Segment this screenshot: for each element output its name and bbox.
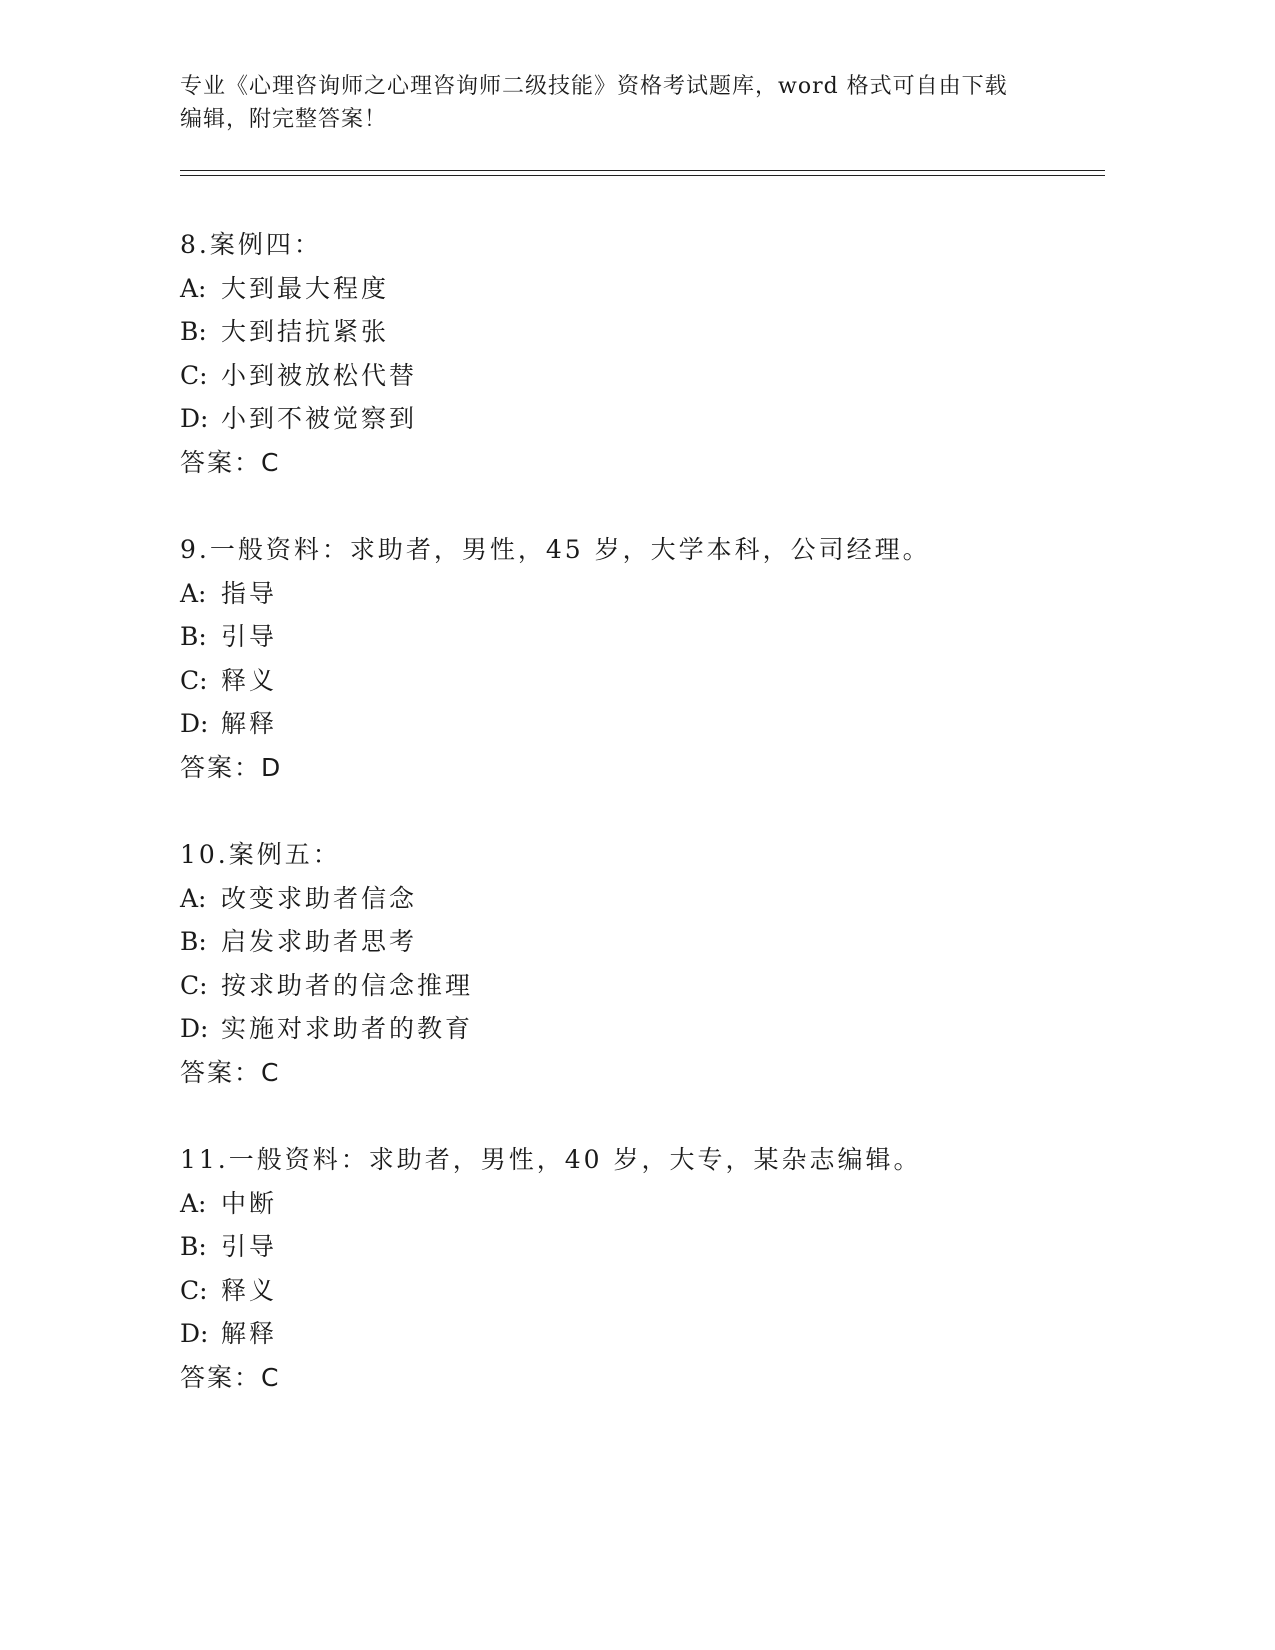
answer-line: 答案：C: [180, 1057, 281, 1087]
option-text: 释义: [221, 1275, 278, 1305]
option-letter: D:: [180, 1014, 209, 1043]
option-text: 启发求助者思考: [221, 927, 418, 956]
option-text: 释义: [221, 665, 278, 695]
option-letter: C:: [180, 360, 208, 390]
option-text: 解释: [221, 709, 278, 738]
answer-line: 答案：C: [180, 1362, 281, 1392]
document-header: [180, 70, 1040, 136]
option-letter: A:: [180, 578, 207, 608]
option-letter: B:: [180, 622, 207, 651]
option-d: [180, 1007, 1120, 1051]
question-8: [180, 223, 1120, 484]
option-letter: A:: [180, 273, 207, 303]
option-c: [180, 1269, 1120, 1313]
question-stem: 11.一般资料：求助者，男性，40 岁，大专，某杂志编辑。: [180, 1145, 922, 1174]
option-letter: C:: [180, 665, 208, 695]
option-letter: A:: [180, 883, 207, 913]
question-10: [180, 833, 1120, 1094]
option-text: 解释: [221, 1319, 278, 1348]
option-letter: D:: [180, 1319, 209, 1348]
option-text: 按求助者的信念推理: [221, 970, 474, 1000]
option-c: [180, 964, 1120, 1008]
option-letter: B:: [180, 317, 207, 346]
option-text: 大到拮抗紧张: [221, 317, 390, 346]
option-letter: B:: [180, 1232, 207, 1261]
option-text: 引导: [221, 1232, 278, 1261]
option-a: [180, 1182, 1120, 1226]
header-divider-top: [180, 170, 1105, 171]
header-line-2: 编辑，附完整答案！: [180, 107, 388, 132]
question-stem: 8.案例四：: [180, 230, 322, 259]
option-a: [180, 877, 1120, 921]
header-divider-bottom: [180, 175, 1105, 176]
option-c: [180, 659, 1120, 703]
option-letter: B:: [180, 927, 207, 956]
option-text: 中断: [221, 1188, 278, 1218]
option-text: 改变求助者信念: [221, 883, 418, 913]
option-text: 小到不被觉察到: [221, 404, 418, 433]
question-stem: 9.一般资料：求助者，男性，45 岁，大学本科，公司经理。: [180, 535, 931, 564]
option-text: 实施对求助者的教育: [221, 1014, 474, 1043]
option-text: 指导: [221, 578, 278, 608]
option-text: 大到最大程度: [221, 273, 390, 303]
option-letter: C:: [180, 1275, 208, 1305]
option-b: [180, 1225, 1120, 1269]
option-b: [180, 310, 1120, 354]
option-b: [180, 615, 1120, 659]
option-d: [180, 1312, 1120, 1356]
answer-line: 答案：C: [180, 447, 281, 477]
option-a: [180, 572, 1120, 616]
option-c: [180, 354, 1120, 398]
answer-line: 答案：D: [180, 752, 283, 782]
option-a: [180, 267, 1120, 311]
option-d: [180, 702, 1120, 746]
option-text: 引导: [221, 622, 278, 651]
option-letter: D:: [180, 709, 209, 738]
option-b: [180, 920, 1120, 964]
question-11: [180, 1138, 1120, 1399]
option-d: [180, 397, 1120, 441]
question-stem: 10.案例五：: [180, 840, 341, 869]
option-letter: C:: [180, 970, 208, 1000]
header-line-1: 专业《心理咨询师之心理咨询师二级技能》资格考试题库，word 格式可自由下载: [180, 74, 1008, 99]
question-9: [180, 528, 1120, 789]
option-letter: D:: [180, 404, 209, 433]
option-text: 小到被放松代替: [221, 360, 418, 390]
option-letter: A:: [180, 1188, 207, 1218]
